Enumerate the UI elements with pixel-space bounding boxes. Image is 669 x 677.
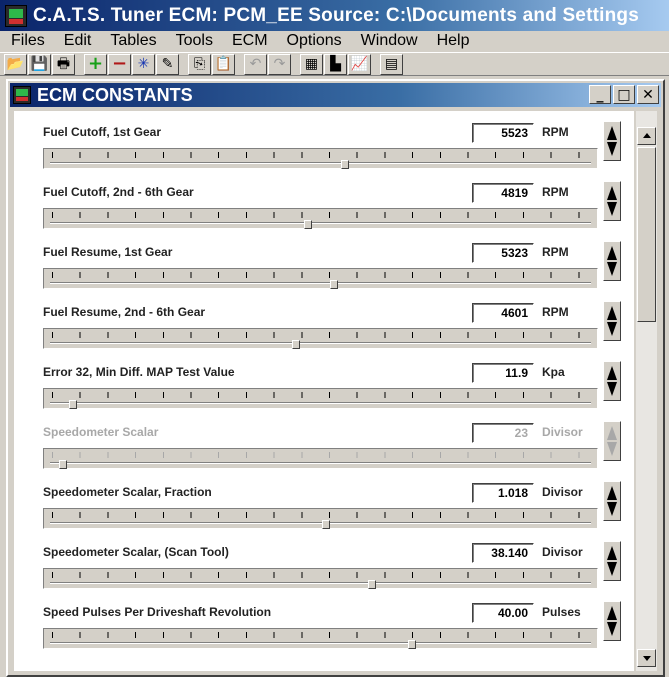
ecm-button[interactable] xyxy=(380,54,403,75)
subtract-button[interactable] xyxy=(108,54,131,75)
app-title: C.A.T.S. Tuner ECM: PCM_EE Source: C:\Documents and Settings xyxy=(33,4,639,26)
slider-ticks xyxy=(52,272,589,278)
value-slider[interactable] xyxy=(43,268,598,289)
constant-unit: RPM xyxy=(542,125,569,139)
app-titlebar xyxy=(0,0,669,31)
spin-up-icon xyxy=(607,486,617,500)
copy-icon: ⎘ xyxy=(193,56,206,72)
constant-label: Fuel Cutoff, 1st Gear xyxy=(43,125,162,139)
constants-list xyxy=(14,111,634,671)
vertical-scrollbar[interactable] xyxy=(636,111,657,671)
constant-unit: RPM xyxy=(542,305,569,319)
slider-track xyxy=(50,522,591,524)
slider-ticks xyxy=(52,332,589,338)
slider-thumb[interactable] xyxy=(368,580,376,589)
constant-row xyxy=(14,231,634,291)
value-spinner[interactable] xyxy=(603,121,621,161)
spin-up-icon xyxy=(607,126,617,140)
minimize-button[interactable] xyxy=(589,85,611,104)
slider-track xyxy=(50,402,591,404)
value-slider[interactable] xyxy=(43,328,598,349)
constant-unit: Divisor xyxy=(542,425,583,439)
menu-tables[interactable]: Tables xyxy=(110,32,157,49)
spin-down-icon xyxy=(607,142,617,156)
constant-unit: RPM xyxy=(542,185,569,199)
slider-thumb[interactable] xyxy=(322,520,330,529)
print-icon: 🖶 xyxy=(56,56,71,72)
constant-row xyxy=(14,591,634,651)
slider-ticks xyxy=(52,572,589,578)
scroll-thumb[interactable] xyxy=(637,147,656,322)
slider-thumb xyxy=(59,460,67,469)
value-slider[interactable] xyxy=(43,508,598,529)
constant-unit: Divisor xyxy=(542,545,583,559)
window-icon xyxy=(13,86,31,104)
constant-label: Speed Pulses Per Driveshaft Revolution xyxy=(43,605,272,619)
pencil-icon: ✎ xyxy=(161,56,174,72)
minimize-icon: _ xyxy=(596,86,604,103)
spin-down-icon xyxy=(607,322,617,336)
ecm-icon: ▤ xyxy=(384,56,399,72)
value-slider[interactable] xyxy=(43,148,598,169)
menu-ecm[interactable]: ECM xyxy=(231,32,268,49)
constant-label: Fuel Resume, 2nd - 6th Gear xyxy=(43,305,206,319)
redo-button[interactable] xyxy=(268,54,291,75)
value-slider[interactable] xyxy=(43,208,598,229)
constant-row xyxy=(14,531,634,591)
constant-label: Fuel Resume, 1st Gear xyxy=(43,245,173,259)
constant-row xyxy=(14,351,634,411)
window-titlebar[interactable] xyxy=(10,83,661,107)
slider-ticks xyxy=(52,392,589,398)
value-spinner[interactable] xyxy=(603,601,621,641)
value-slider[interactable] xyxy=(43,628,598,649)
constant-row xyxy=(14,171,634,231)
subtract-icon: − xyxy=(111,53,128,74)
toolbar xyxy=(0,52,669,76)
scroll-up-button[interactable] xyxy=(637,127,656,145)
undo-button[interactable] xyxy=(244,54,267,75)
spin-up-icon xyxy=(607,426,617,440)
slider-track xyxy=(50,342,591,344)
maximize-icon: □ xyxy=(617,86,631,103)
slider-ticks xyxy=(52,452,589,458)
spin-down-icon xyxy=(607,382,617,396)
constant-unit: Pulses xyxy=(542,605,581,619)
table-icon: ▦ xyxy=(304,56,319,72)
slider-ticks xyxy=(52,152,589,158)
constant-row xyxy=(14,471,634,531)
constant-label: Speedometer Scalar, (Scan Tool) xyxy=(43,545,229,559)
add-icon: + xyxy=(87,53,104,74)
constant-value-field[interactable]: 1.018 xyxy=(472,483,534,503)
constant-row xyxy=(14,111,634,171)
print-button[interactable] xyxy=(52,54,75,75)
menu-options[interactable]: Options xyxy=(286,32,342,49)
constant-value-field[interactable]: 4601 xyxy=(472,303,534,323)
constant-value-field[interactable]: 40.00 xyxy=(472,603,534,623)
constant-value-field[interactable]: 5523 xyxy=(472,123,534,143)
save-button[interactable] xyxy=(28,54,51,75)
multiply-button[interactable] xyxy=(132,54,155,75)
menu-edit[interactable]: Edit xyxy=(63,32,92,49)
paste-button[interactable] xyxy=(212,54,235,75)
slider-thumb[interactable] xyxy=(408,640,416,649)
table-button[interactable] xyxy=(300,54,323,75)
add-button[interactable] xyxy=(84,54,107,75)
spin-down-icon xyxy=(607,622,617,636)
slider-track xyxy=(50,642,591,644)
value-slider[interactable] xyxy=(43,568,598,589)
constant-unit: RPM xyxy=(542,245,569,259)
constant-value-field[interactable]: 11.9 xyxy=(472,363,534,383)
menu-window[interactable]: Window xyxy=(360,32,418,49)
constant-label: Error 32, Min Diff. MAP Test Value xyxy=(43,365,235,379)
menu-bar xyxy=(0,31,669,51)
spin-up-icon xyxy=(607,246,617,260)
constant-unit: Divisor xyxy=(542,485,583,499)
open-button[interactable] xyxy=(4,54,27,75)
value-spinner[interactable] xyxy=(603,541,621,581)
menu-tools[interactable]: Tools xyxy=(175,32,213,49)
close-icon: ✕ xyxy=(642,86,654,103)
pencil-button[interactable] xyxy=(156,54,179,75)
menu-help[interactable]: Help xyxy=(436,32,470,49)
constant-unit: Kpa xyxy=(542,365,565,379)
value-spinner xyxy=(603,421,621,461)
spin-down-icon xyxy=(607,202,617,216)
scroll-up-icon xyxy=(643,133,651,138)
multiply-icon: ✳ xyxy=(137,56,150,72)
spin-up-icon xyxy=(607,606,617,620)
slider-ticks xyxy=(52,632,589,638)
value-spinner[interactable] xyxy=(603,241,621,281)
constant-value-field: 23 xyxy=(472,423,534,443)
spin-up-icon xyxy=(607,186,617,200)
bar-chart-icon: ▙ xyxy=(330,56,341,72)
slider-ticks xyxy=(52,212,589,218)
line-chart-button[interactable] xyxy=(348,54,371,75)
constant-value-field[interactable]: 38.140 xyxy=(472,543,534,563)
value-spinner[interactable] xyxy=(603,481,621,521)
scroll-down-button[interactable] xyxy=(637,649,656,667)
slider-thumb[interactable] xyxy=(304,220,312,229)
slider-track xyxy=(50,462,591,464)
scroll-down-icon xyxy=(643,656,651,661)
constant-row xyxy=(14,411,634,471)
slider-thumb[interactable] xyxy=(292,340,300,349)
line-chart-icon: 📈 xyxy=(350,56,369,72)
bar-chart-button[interactable] xyxy=(324,54,347,75)
spin-up-icon xyxy=(607,306,617,320)
app-logo-icon xyxy=(5,5,27,27)
slider-track xyxy=(50,222,591,224)
close-button[interactable] xyxy=(637,85,659,104)
slider-track xyxy=(50,282,591,284)
constant-label: Speedometer Scalar xyxy=(43,425,159,439)
spin-down-icon xyxy=(607,262,617,276)
constant-label: Speedometer Scalar, Fraction xyxy=(43,485,212,499)
constant-label: Fuel Cutoff, 2nd - 6th Gear xyxy=(43,185,194,199)
redo-icon: ↷ xyxy=(273,56,286,72)
copy-button[interactable] xyxy=(188,54,211,75)
slider-thumb[interactable] xyxy=(69,400,77,409)
slider-thumb[interactable] xyxy=(330,280,338,289)
slider-track xyxy=(50,162,591,164)
value-slider xyxy=(43,448,598,469)
constant-value-field[interactable]: 5323 xyxy=(472,243,534,263)
spin-down-icon xyxy=(607,562,617,576)
save-icon: 💾 xyxy=(30,56,49,72)
slider-track xyxy=(50,582,591,584)
menu-files[interactable]: Files xyxy=(11,32,45,49)
constant-row xyxy=(14,291,634,351)
value-spinner[interactable] xyxy=(603,301,621,341)
value-spinner[interactable] xyxy=(603,181,621,221)
slider-thumb[interactable] xyxy=(341,160,349,169)
window-title: ECM CONSTANTS xyxy=(37,84,193,105)
open-icon: 📂 xyxy=(6,56,25,72)
value-spinner[interactable] xyxy=(603,361,621,401)
constant-value-field[interactable]: 4819 xyxy=(472,183,534,203)
spin-down-icon xyxy=(607,502,617,516)
spin-down-icon xyxy=(607,442,617,456)
value-slider[interactable] xyxy=(43,388,598,409)
spin-up-icon xyxy=(607,546,617,560)
slider-ticks xyxy=(52,512,589,518)
maximize-button[interactable] xyxy=(613,85,635,104)
ecm-constants-window xyxy=(6,79,665,677)
paste-icon: 📋 xyxy=(214,56,233,72)
undo-icon: ↶ xyxy=(249,56,262,72)
window-controls xyxy=(587,85,659,104)
spin-up-icon xyxy=(607,366,617,380)
